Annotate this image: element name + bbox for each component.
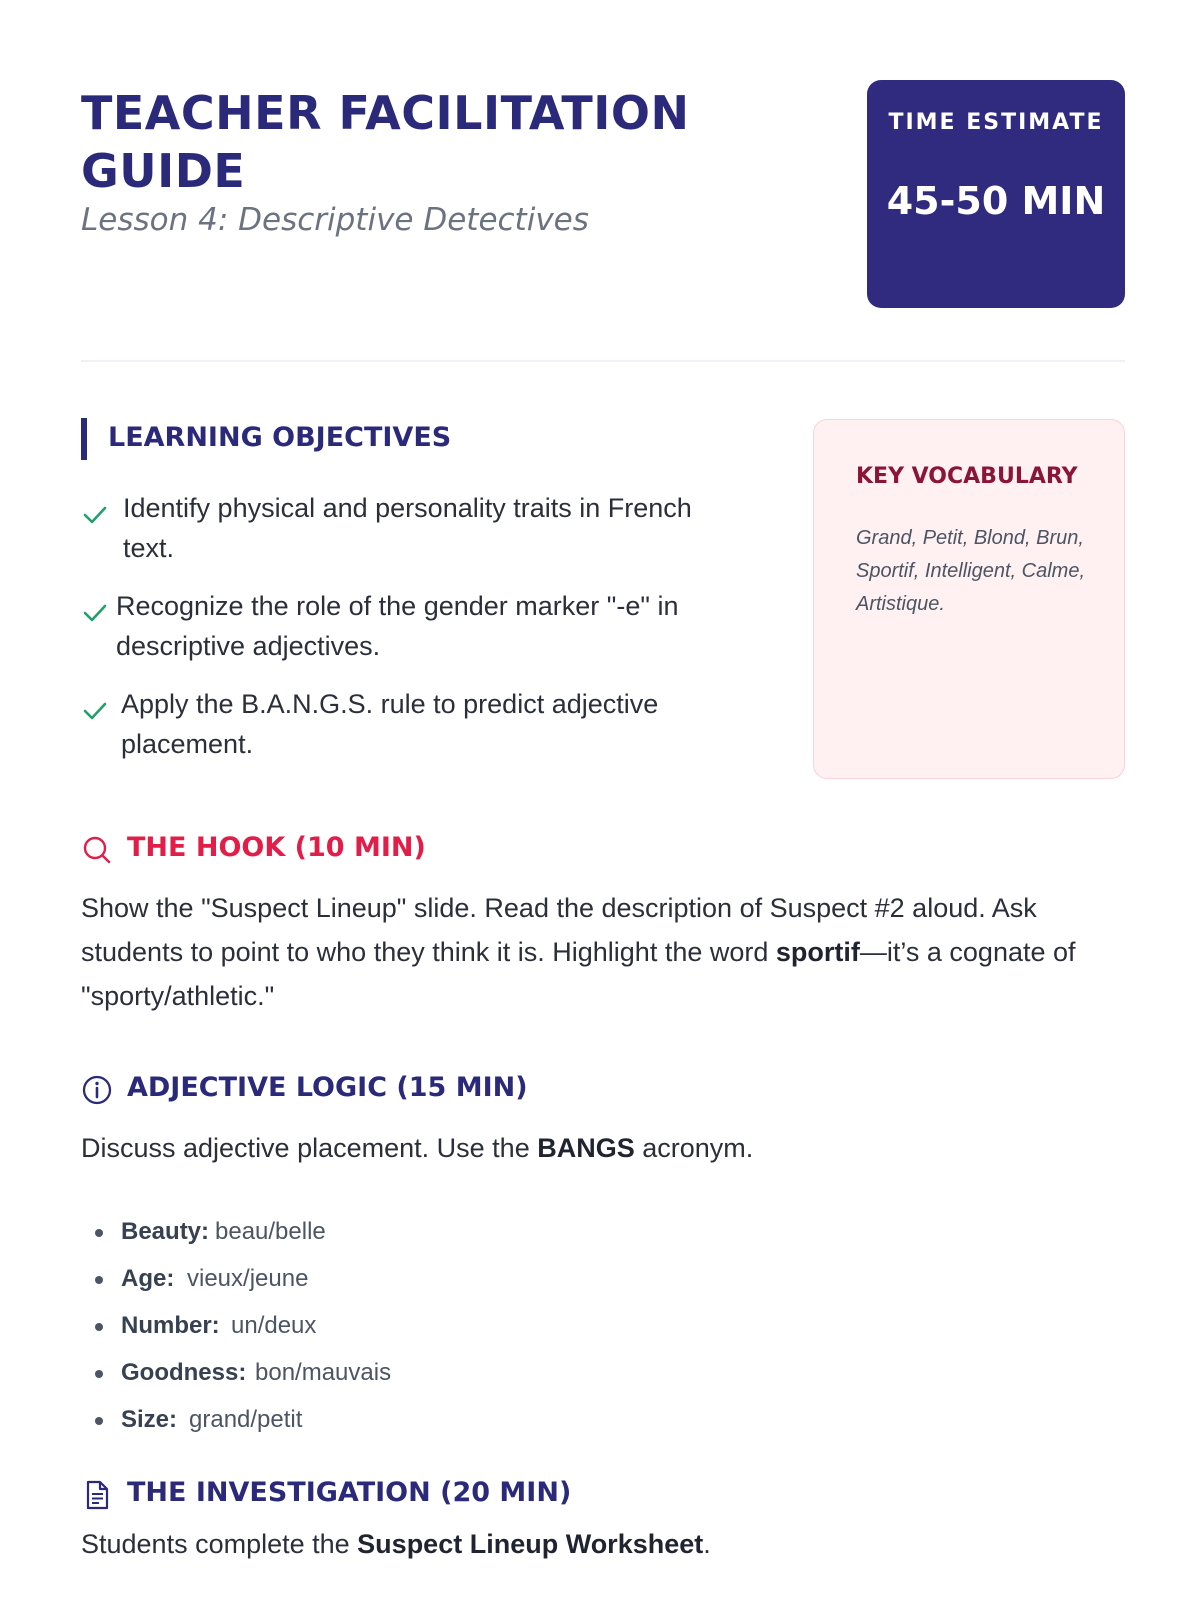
- bangs-term: Age:: [121, 1265, 175, 1292]
- bangs-term: Goodness:: [121, 1359, 247, 1386]
- bullet-dot: [95, 1323, 103, 1331]
- lesson-subtitle: Lesson 4: Descriptive Detectives: [81, 202, 589, 238]
- bangs-examples: grand/petit: [189, 1406, 303, 1433]
- investigation-text-end: .: [703, 1529, 711, 1559]
- bangs-term: Number:: [121, 1312, 220, 1339]
- bangs-examples: un/deux: [231, 1312, 317, 1339]
- check-icon: [81, 598, 109, 626]
- objective-text: Recognize the role of the gender marker "-e" in descriptive adjectives.: [116, 591, 679, 661]
- investigation-title: THE INVESTIGATION (20 MIN): [127, 1477, 572, 1508]
- hook-text-end: —it’s a cognate of "sporty/athletic.": [81, 937, 1076, 1011]
- hook-text: Show the "Suspect Lineup" slide. Read the description of Suspect #2 aloud. Ask students to point to who they think it is. Highlight the word: [81, 893, 1037, 967]
- header-divider: [81, 360, 1125, 362]
- search-icon: [81, 834, 113, 866]
- key-vocabulary-card: [813, 419, 1125, 779]
- bullet-dot: [95, 1370, 103, 1378]
- check-icon: [81, 696, 109, 724]
- objective-text: Apply the B.A.N.G.S. rule to predict adjective placement.: [121, 689, 659, 759]
- objective-text: Identify physical and personality traits in French text.: [123, 493, 692, 563]
- document-icon: [81, 1479, 113, 1511]
- adjective-logic-title: ADJECTIVE LOGIC (15 MIN): [127, 1072, 528, 1103]
- bangs-term: Beauty:: [121, 1218, 210, 1245]
- bangs-keyword: BANGS: [537, 1133, 635, 1163]
- page-title: TEACHER FACILITATION GUIDE: [81, 86, 690, 198]
- bullet-dot: [95, 1276, 103, 1284]
- bangs-examples: bon/mauvais: [255, 1359, 392, 1386]
- heading-accent-bar: [81, 418, 87, 460]
- vocabulary-title: KEY VOCABULARY: [856, 464, 1078, 489]
- check-icon: [81, 500, 109, 528]
- bangs-examples: vieux/jeune: [187, 1265, 309, 1292]
- info-icon: [81, 1074, 113, 1106]
- investigation-paragraph: [81, 1522, 1125, 1566]
- time-estimate-label: TIME ESTIMATE: [888, 110, 1104, 135]
- adjective-logic-text: Discuss adjective placement. Use the: [81, 1133, 538, 1163]
- time-estimate-box: [867, 80, 1125, 308]
- guide-header: [81, 80, 1125, 310]
- investigation-text: Students complete the: [81, 1529, 358, 1559]
- hook-paragraph: [81, 886, 1125, 1018]
- bangs-examples: beau/belle: [215, 1218, 326, 1245]
- objectives-title: LEARNING OBJECTIVES: [108, 422, 452, 453]
- vocabulary-words: Grand, Petit, Blond, Brun, Sportif, Intelligent, Calme, Artistique.: [856, 527, 1085, 615]
- bullet-dot: [95, 1417, 103, 1425]
- bangs-term: Size:: [121, 1406, 178, 1433]
- adjective-logic-paragraph: [81, 1126, 1125, 1170]
- worksheet-name: Suspect Lineup Worksheet: [357, 1529, 704, 1559]
- adjective-logic-text-end: acronym.: [634, 1133, 754, 1163]
- time-estimate-value: 45-50 MIN: [886, 179, 1106, 223]
- hook-keyword: sportif: [775, 937, 860, 967]
- hook-title: THE HOOK (10 MIN): [127, 832, 426, 863]
- facilitation-guide-page: [81, 0, 1125, 1600]
- bullet-dot: [95, 1229, 103, 1237]
